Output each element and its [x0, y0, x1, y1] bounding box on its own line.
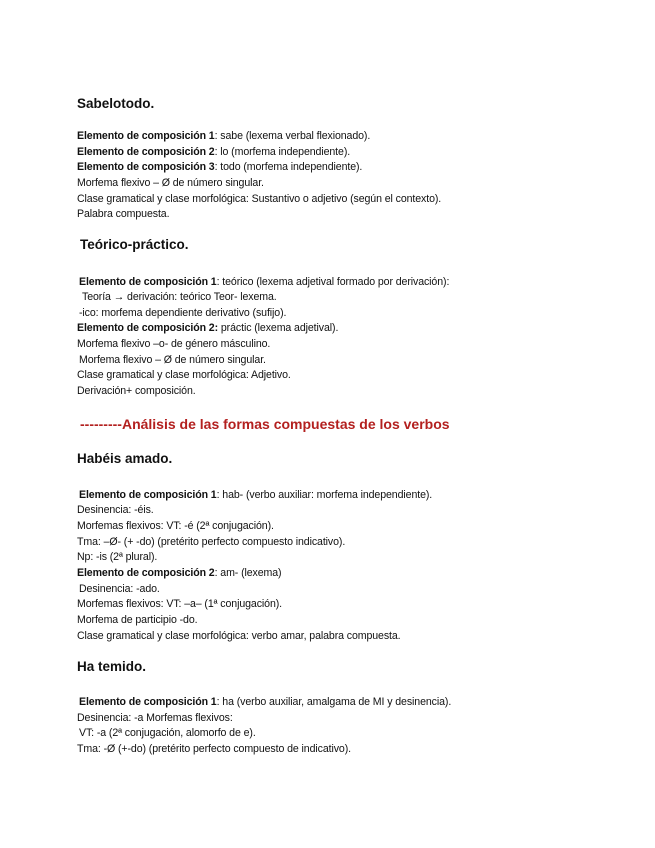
text-line	[79, 275, 449, 290]
text-line	[77, 145, 350, 160]
text-line	[77, 321, 338, 336]
bold-label: Elemento de composición 1	[77, 130, 215, 142]
text-line	[79, 695, 451, 710]
line-text: : sabe (lexema verbal flexionado).	[214, 130, 371, 142]
text-line: Derivación+ composición.	[77, 385, 196, 397]
text-line: Desinencia: -a Morfemas flexivos:	[77, 712, 233, 724]
text-line	[77, 160, 362, 175]
bold-label: Elemento de composición 2	[77, 567, 215, 579]
text-line: Np: -is (2ª plural).	[77, 551, 158, 563]
text-line: Morfema flexivo – Ø de número singular.	[79, 354, 266, 366]
bold-label: Elemento de composición 1	[79, 489, 217, 501]
heading-ha-temido: Ha temido.	[77, 659, 147, 674]
text-line: VT: -a (2ª conjugación, alomorfo de e).	[79, 727, 256, 739]
text-line: Tma: -Ø (+-do) (pretérito perfecto compuesto de indicativo).	[77, 743, 351, 755]
bold-label: Elemento de composición 1	[79, 696, 217, 708]
bold-label: Elemento de composición 2:	[77, 322, 219, 334]
text-line: -ico: morfema dependiente derivativo (sufijo).	[79, 307, 287, 319]
text-line	[77, 129, 370, 144]
heading-sabelotodo: Sabelotodo.	[77, 96, 155, 111]
line-text: : teórico (lexema adjetival formado por derivación):	[216, 276, 450, 288]
text-line: Clase gramatical y clase morfológica: verbo amar, palabra compuesta.	[77, 630, 401, 642]
line-text: práctic (lexema adjetival).	[218, 322, 339, 334]
text-line: Tma: –Ø- (+ -do) (pretérito perfecto compuesto indicativo).	[77, 536, 346, 548]
line-text: : ha (verbo auxiliar, amalgama de MI y desinencia).	[216, 696, 452, 708]
text-line: Clase gramatical y clase morfológica: Sustantivo o adjetivo (según el contexto).	[77, 193, 442, 205]
line-text: : hab- (verbo auxiliar: morfema independiente).	[216, 489, 433, 501]
bold-label: Elemento de composición 3	[77, 161, 215, 173]
heading-habeis-amado: Habéis amado.	[77, 451, 173, 466]
text-line: Clase gramatical y clase morfológica: Adjetivo.	[77, 369, 291, 381]
text-line: Desinencia: -ado.	[79, 583, 160, 595]
line-text: : am- (lexema)	[214, 567, 282, 579]
text-line	[77, 566, 282, 581]
text-line: Morfema flexivo –o- de género másculino.	[77, 338, 271, 350]
text-line: Teoría → derivación: teórico Teor- lexema.	[82, 291, 277, 303]
bold-label: Elemento de composición 1	[79, 276, 217, 288]
line-text: : todo (morfema independiente).	[214, 161, 363, 173]
text-line: Desinencia: -éis.	[77, 504, 154, 516]
bold-label: Elemento de composición 2	[77, 146, 215, 158]
heading-analisis-formas-compuestas: ---------Análisis de las formas compuestas de los verbos	[80, 416, 450, 432]
text-line: Morfemas flexivos: VT: –a– (1ª conjugación).	[77, 598, 283, 610]
heading-teorico-practico: Teórico-práctico.	[80, 237, 189, 252]
text-line: Morfema flexivo – Ø de número singular.	[77, 177, 264, 189]
text-line: Palabra compuesta.	[77, 208, 170, 220]
text-line: Morfema de participio -do.	[77, 614, 198, 626]
text-line: Morfemas flexivos: VT: -é (2ª conjugación).	[77, 520, 274, 532]
text-line	[79, 488, 432, 503]
line-text: : lo (morfema independiente).	[214, 146, 351, 158]
